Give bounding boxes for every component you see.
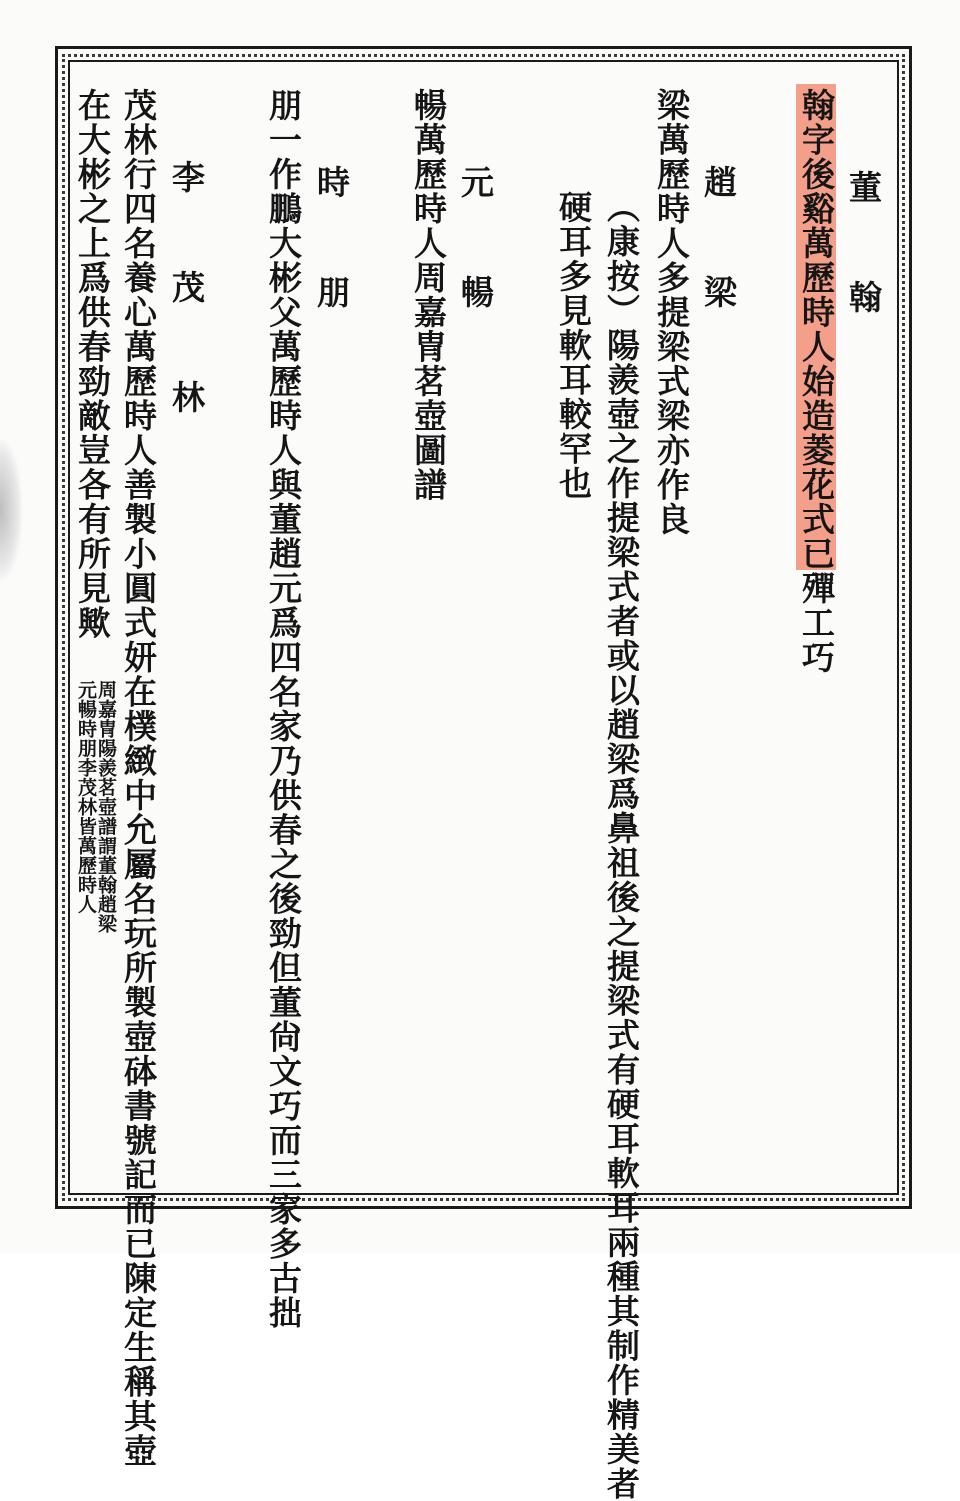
commentary-line-1: （康按）陽羨壺之作提梁式者或以趙梁爲鼻祖後之提梁式有硬耳軟耳兩種其制作精美者 <box>602 190 641 1501</box>
entry-text-shi-peng: 朋一作鵬大彬父萬歷時人與董趙元爲四名家乃供春之後勁但董尙文巧而三家多古拙 <box>264 88 303 1330</box>
annotation-line-1: 周嘉冑陽羨茗壺譜謂董翰趙梁 <box>94 680 117 934</box>
entry-heading-yuan-chang: 元 暢 <box>456 165 495 330</box>
entry-text-li-maolin-1: 茂林行四名養心萬歷時人善製小圓式妍在樸緻中允屬名玩所製壺砵書號記而已陳定生稱其壺 <box>119 88 158 1468</box>
entry-heading-zhao-liang: 趙 梁 <box>699 165 738 330</box>
commentary-line-2: 硬耳多見軟耳較罕也 <box>554 190 593 501</box>
entry-heading-li-maolin: 李 茂 林 <box>167 160 206 435</box>
scan-shadow <box>0 440 22 580</box>
entry-text-li-maolin-2: 在大彬之上爲供春勁敵豈各有所見歟 <box>73 88 112 640</box>
entry-text-zhao-liang: 梁萬歷時人多提梁式梁亦作良 <box>652 88 691 537</box>
entry-heading-shi-peng: 時 朋 <box>312 165 351 330</box>
entry-heading-dong-han: 董 翰 <box>844 170 883 335</box>
entry-text-dong-han: 翰字後谿萬歷時人始造菱花式已殫工巧 <box>797 88 836 675</box>
entry-text-yuan-chang: 暢萬歷時人周嘉冑茗壺圖譜 <box>409 88 448 502</box>
annotation-line-2: 元暢時朋李茂林皆萬歷時人 <box>74 680 97 914</box>
